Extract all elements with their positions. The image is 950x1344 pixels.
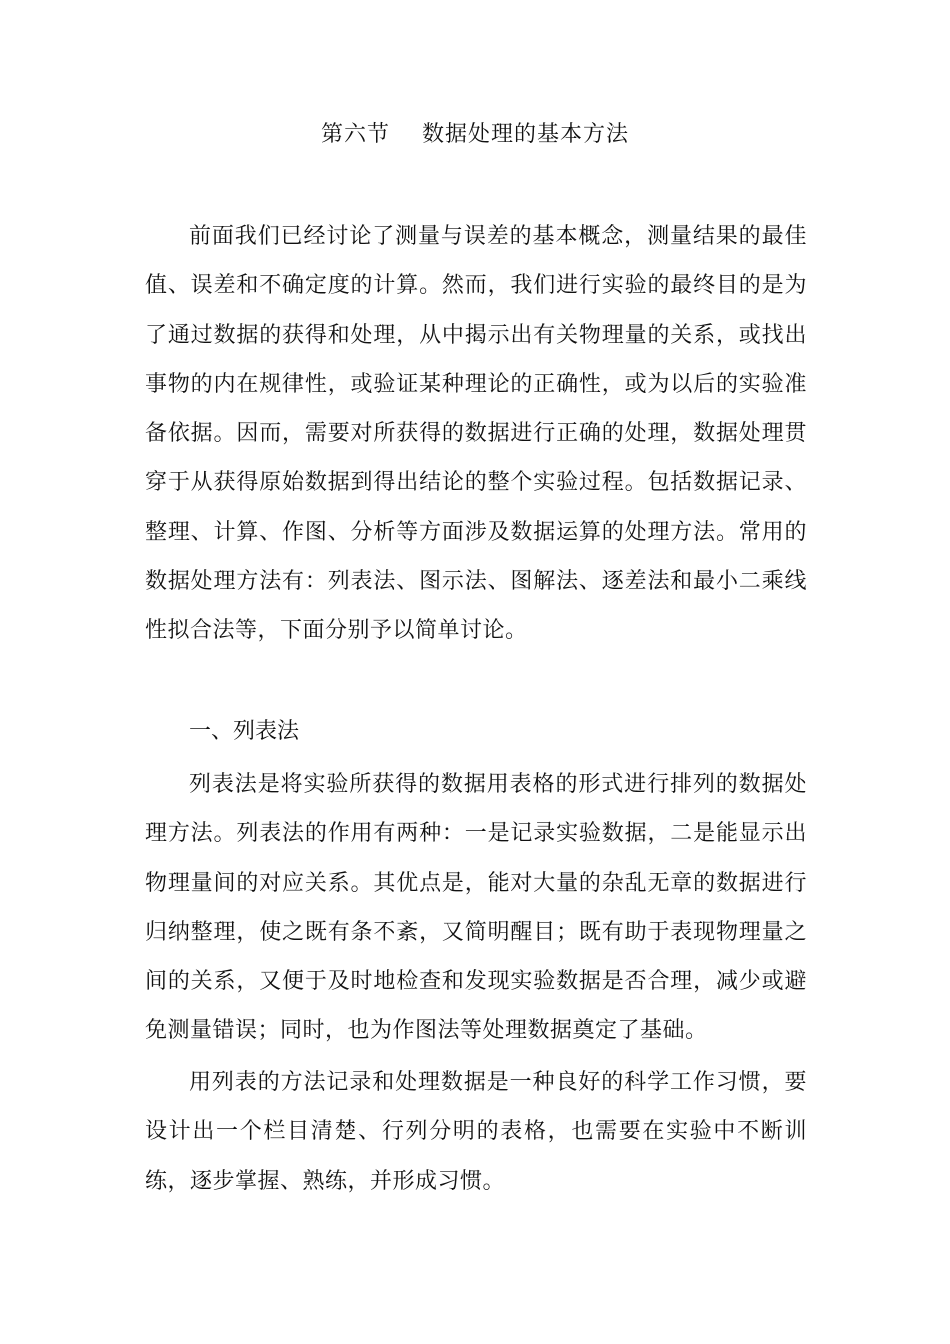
section-heading: 一、列表法 xyxy=(189,719,300,744)
intro-paragraph: 前面我们已经讨论了测量与误差的基本概念，测量结果的最佳值、误差和不确定度的计算。然而，我们进行实验的最终目的是为了通过数据的获得和处理，从中揭示出有关物理量的关系，或找出事物的内在规律性，或验证某种理论的正确性，或为以后的实验准备依据。因而，需要对所获得的数据进行正确的处理，数据处理贯穿于从获得原始数据到得出结论的整个实验过程。包括数据记录、整理、计算、作图、分析等方面涉及数据运算的处理方法。常用的数据处理方法有：列表法、图示法、图解法、逐差法和最小二乘线性拟合法等，下面分别予以简单讨论。 xyxy=(145,224,807,644)
section-paragraph: 用列表的方法记录和处理数据是一种良好的科学工作习惯，要设计出一个栏目清楚、行列分明的表格，也需要在实验中不断训练，逐步掌握、熟练，并形成习惯。 xyxy=(145,1070,807,1194)
section-paragraph: 列表法是将实验所获得的数据用表格的形式进行排列的数据处理方法。列表法的作用有两种：一是记录实验数据，二是能显示出物理量间的对应关系。其优点是，能对大量的杂乱无章的数据进行归纳整理，使之既有条不紊，又简明醒目；既有助于表现物理量之间的关系，又便于及时地检查和发现实验数据是否合理，减少或避免测量错误；同时，也为作图法等处理数据奠定了基础。 xyxy=(145,772,807,1044)
page-title: 第六节 数据处理的基本方法 xyxy=(321,122,629,147)
